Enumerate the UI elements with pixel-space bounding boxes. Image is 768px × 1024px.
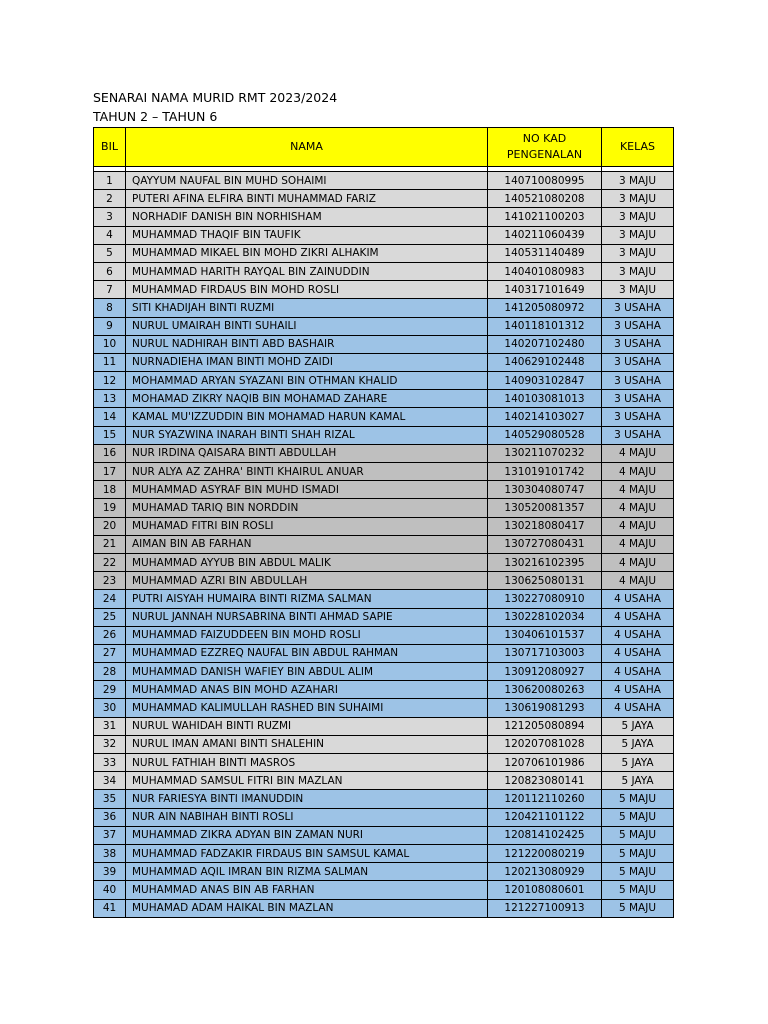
row-ic: 130727080431 (488, 535, 602, 553)
table-row (94, 699, 674, 717)
row-bil: 27 (94, 644, 126, 662)
row-bil: 16 (94, 444, 126, 462)
row-kelas: 3 MAJU (602, 172, 674, 190)
row-ic: 140521080208 (488, 190, 602, 208)
row-kelas: 5 JAYA (602, 754, 674, 772)
row-ic: 130717103003 (488, 644, 602, 662)
row-kelas: 5 JAYA (602, 772, 674, 790)
table-row (94, 390, 674, 408)
row-nama: SITI KHADIJAH BINTI RUZMI (126, 299, 488, 317)
row-ic: 140710080995 (488, 172, 602, 190)
table-header (94, 128, 674, 167)
row-kelas: 3 USAHA (602, 317, 674, 335)
table-row (94, 426, 674, 444)
row-ic: 130304080747 (488, 481, 602, 499)
row-ic: 130406101537 (488, 626, 602, 644)
row-nama: MUHAMMAD MIKAEL BIN MOHD ZIKRI ALHAKIM (126, 244, 488, 262)
row-kelas: 4 USAHA (602, 608, 674, 626)
header-ic-line2: PENGENALAN (506, 148, 583, 161)
row-bil: 41 (94, 899, 126, 917)
row-kelas: 4 MAJU (602, 481, 674, 499)
row-nama: NURUL FATHIAH BINTI MASROS (126, 754, 488, 772)
table-row (94, 626, 674, 644)
table-row (94, 553, 674, 571)
row-nama: MUHAMMAD ANAS BIN AB FARHAN (126, 881, 488, 899)
row-nama: KAMAL MU'IZZUDDIN BIN MOHAMAD HARUN KAMAL (126, 408, 488, 426)
row-bil: 38 (94, 844, 126, 862)
table-row (94, 863, 674, 881)
row-bil: 19 (94, 499, 126, 517)
table-row (94, 444, 674, 462)
row-nama: MUHAMMAD AYYUB BIN ABDUL MALIK (126, 553, 488, 571)
row-nama: NUR FARIESYA BINTI IMANUDDIN (126, 790, 488, 808)
row-kelas: 5 JAYA (602, 735, 674, 753)
row-kelas: 3 USAHA (602, 390, 674, 408)
row-nama: NURUL UMAIRAH BINTI SUHAILI (126, 317, 488, 335)
row-ic: 121220080219 (488, 844, 602, 862)
row-nama: NUR AIN NABIHAH BINTI ROSLI (126, 808, 488, 826)
row-kelas: 3 USAHA (602, 408, 674, 426)
row-bil: 13 (94, 390, 126, 408)
row-kelas: 3 MAJU (602, 190, 674, 208)
table-row (94, 408, 674, 426)
table-row (94, 881, 674, 899)
row-ic: 130625080131 (488, 572, 602, 590)
row-nama: NURUL WAHIDAH BINTI RUZMI (126, 717, 488, 735)
row-bil: 24 (94, 590, 126, 608)
row-ic: 140118101312 (488, 317, 602, 335)
row-kelas: 5 MAJU (602, 863, 674, 881)
row-ic: 130520081357 (488, 499, 602, 517)
table-row (94, 808, 674, 826)
row-ic: 140207102480 (488, 335, 602, 353)
header-bil: BIL (94, 128, 126, 167)
row-nama: NURUL JANNAH NURSABRINA BINTI AHMAD SAPIE (126, 608, 488, 626)
row-kelas: 4 MAJU (602, 444, 674, 462)
table-row (94, 208, 674, 226)
row-ic: 140629102448 (488, 353, 602, 371)
row-ic: 140317101649 (488, 281, 602, 299)
row-kelas: 4 MAJU (602, 463, 674, 481)
row-ic: 130216102395 (488, 553, 602, 571)
table-row (94, 644, 674, 662)
table-row (94, 226, 674, 244)
table-row (94, 590, 674, 608)
row-kelas: 3 MAJU (602, 281, 674, 299)
row-ic: 120421101122 (488, 808, 602, 826)
row-nama: QAYYUM NAUFAL BIN MUHD SOHAIMI (126, 172, 488, 190)
row-nama: MUHAMMAD THAQIF BIN TAUFIK (126, 226, 488, 244)
row-bil: 7 (94, 281, 126, 299)
row-nama: MUHAMMAD SAMSUL FITRI BIN MAZLAN (126, 772, 488, 790)
row-ic: 121205080894 (488, 717, 602, 735)
table-row (94, 190, 674, 208)
row-bil: 23 (94, 572, 126, 590)
row-ic: 140401080983 (488, 262, 602, 280)
table-row (94, 244, 674, 262)
row-nama: MUHAMMAD EZZREQ NAUFAL BIN ABDUL RAHMAN (126, 644, 488, 662)
row-kelas: 5 MAJU (602, 844, 674, 862)
row-nama: MUHAMMAD ASYRAF BIN MUHD ISMADI (126, 481, 488, 499)
row-nama: MUHAMMAD AZRI BIN ABDULLAH (126, 572, 488, 590)
row-kelas: 3 USAHA (602, 372, 674, 390)
row-nama: AIMAN BIN AB FARHAN (126, 535, 488, 553)
row-nama: MUHAMMAD KALIMULLAH RASHED BIN SUHAIMI (126, 699, 488, 717)
row-nama: MUHAMAD ADAM HAIKAL BIN MAZLAN (126, 899, 488, 917)
row-bil: 9 (94, 317, 126, 335)
row-kelas: 5 MAJU (602, 899, 674, 917)
header-ic (488, 128, 602, 167)
row-ic: 130227080910 (488, 590, 602, 608)
row-ic: 120213080929 (488, 863, 602, 881)
row-ic: 130211070232 (488, 444, 602, 462)
row-kelas: 5 MAJU (602, 826, 674, 844)
table-row (94, 372, 674, 390)
row-bil: 21 (94, 535, 126, 553)
table-row (94, 790, 674, 808)
row-ic: 140214103027 (488, 408, 602, 426)
row-kelas: 3 MAJU (602, 244, 674, 262)
table-row (94, 717, 674, 735)
table-row (94, 517, 674, 535)
row-nama: NURUL IMAN AMANI BINTI SHALEHIN (126, 735, 488, 753)
row-bil: 18 (94, 481, 126, 499)
row-bil: 29 (94, 681, 126, 699)
student-table (93, 127, 674, 918)
row-nama: MUHAMMAD ANAS BIN MOHD AZAHARI (126, 681, 488, 699)
table-row (94, 899, 674, 917)
row-ic: 120823080141 (488, 772, 602, 790)
row-nama: PUTERI AFINA ELFIRA BINTI MUHAMMAD FARIZ (126, 190, 488, 208)
row-kelas: 4 MAJU (602, 572, 674, 590)
table-row (94, 172, 674, 190)
row-bil: 36 (94, 808, 126, 826)
row-bil: 40 (94, 881, 126, 899)
table-row (94, 463, 674, 481)
row-bil: 14 (94, 408, 126, 426)
row-bil: 12 (94, 372, 126, 390)
row-bil: 28 (94, 663, 126, 681)
row-nama: MOHAMMAD ARYAN SYAZANI BIN OTHMAN KHALID (126, 372, 488, 390)
table-body (94, 167, 674, 918)
row-nama: MUHAMAD FITRI BIN ROSLI (126, 517, 488, 535)
row-bil: 2 (94, 190, 126, 208)
row-nama: NURUL NADHIRAH BINTI ABD BASHAIR (126, 335, 488, 353)
row-ic: 140903102847 (488, 372, 602, 390)
row-ic: 120108080601 (488, 881, 602, 899)
row-bil: 10 (94, 335, 126, 353)
row-bil: 31 (94, 717, 126, 735)
row-ic: 141021100203 (488, 208, 602, 226)
row-ic: 120814102425 (488, 826, 602, 844)
row-kelas: 4 USAHA (602, 590, 674, 608)
row-bil: 22 (94, 553, 126, 571)
row-nama: MOHAMAD ZIKRY NAQIB BIN MOHAMAD ZAHARE (126, 390, 488, 408)
row-kelas: 3 USAHA (602, 426, 674, 444)
row-ic: 120112110260 (488, 790, 602, 808)
row-ic: 140531140489 (488, 244, 602, 262)
row-kelas: 4 MAJU (602, 517, 674, 535)
row-bil: 34 (94, 772, 126, 790)
row-nama: NURNADIEHA IMAN BINTI MOHD ZAIDI (126, 353, 488, 371)
header-kelas: KELAS (602, 128, 674, 167)
table-row (94, 262, 674, 280)
row-ic: 141205080972 (488, 299, 602, 317)
row-bil: 6 (94, 262, 126, 280)
row-nama: NUR SYAZWINA INARAH BINTI SHAH RIZAL (126, 426, 488, 444)
row-kelas: 5 MAJU (602, 881, 674, 899)
row-bil: 17 (94, 463, 126, 481)
row-bil: 37 (94, 826, 126, 844)
table-row (94, 608, 674, 626)
row-bil: 30 (94, 699, 126, 717)
row-bil: 15 (94, 426, 126, 444)
row-ic: 131019101742 (488, 463, 602, 481)
row-ic: 130228102034 (488, 608, 602, 626)
header-nama: NAMA (126, 128, 488, 167)
row-nama: MUHAMMAD FIRDAUS BIN MOHD ROSLI (126, 281, 488, 299)
row-bil: 1 (94, 172, 126, 190)
table-row (94, 335, 674, 353)
row-kelas: 3 USAHA (602, 353, 674, 371)
row-kelas: 5 MAJU (602, 790, 674, 808)
table-row (94, 572, 674, 590)
row-nama: MUHAMMAD FADZAKIR FIRDAUS BIN SAMSUL KAMAL (126, 844, 488, 862)
row-bil: 39 (94, 863, 126, 881)
row-nama: MUHAMMAD AQIL IMRAN BIN RIZMA SALMAN (126, 863, 488, 881)
table-row (94, 754, 674, 772)
row-ic: 140103081013 (488, 390, 602, 408)
row-bil: 32 (94, 735, 126, 753)
row-bil: 35 (94, 790, 126, 808)
row-kelas: 4 MAJU (602, 553, 674, 571)
row-ic: 120706101986 (488, 754, 602, 772)
document-subtitle: TAHUN 2 – TAHUN 6 (93, 109, 218, 124)
header-row (94, 128, 674, 167)
row-bil: 4 (94, 226, 126, 244)
header-ic-line1: NO KAD (522, 132, 567, 145)
row-ic: 140211060439 (488, 226, 602, 244)
row-bil: 8 (94, 299, 126, 317)
document-title: SENARAI NAMA MURID RMT 2023/2024 (93, 90, 338, 105)
document-page (93, 88, 673, 918)
row-ic: 130218080417 (488, 517, 602, 535)
row-ic: 120207081028 (488, 735, 602, 753)
row-nama: NUR IRDINA QAISARA BINTI ABDULLAH (126, 444, 488, 462)
table-row (94, 844, 674, 862)
table-row (94, 281, 674, 299)
row-nama: MUHAMMAD FAIZUDDEEN BIN MOHD ROSLI (126, 626, 488, 644)
row-bil: 11 (94, 353, 126, 371)
table-row (94, 499, 674, 517)
table-row (94, 735, 674, 753)
row-bil: 20 (94, 517, 126, 535)
row-kelas: 4 USAHA (602, 644, 674, 662)
row-kelas: 4 USAHA (602, 681, 674, 699)
row-kelas: 4 USAHA (602, 626, 674, 644)
row-ic: 140529080528 (488, 426, 602, 444)
row-bil: 3 (94, 208, 126, 226)
table-row (94, 663, 674, 681)
row-ic: 130912080927 (488, 663, 602, 681)
row-kelas: 3 MAJU (602, 226, 674, 244)
row-ic: 121227100913 (488, 899, 602, 917)
row-ic: 130619081293 (488, 699, 602, 717)
row-kelas: 4 MAJU (602, 499, 674, 517)
row-kelas: 5 MAJU (602, 808, 674, 826)
row-nama: MUHAMMAD DANISH WAFIEY BIN ABDUL ALIM (126, 663, 488, 681)
table-row (94, 481, 674, 499)
row-kelas: 4 USAHA (602, 663, 674, 681)
table-row (94, 317, 674, 335)
row-kelas: 3 USAHA (602, 335, 674, 353)
row-bil: 5 (94, 244, 126, 262)
row-bil: 25 (94, 608, 126, 626)
row-nama: NUR ALYA AZ ZAHRA' BINTI KHAIRUL ANUAR (126, 463, 488, 481)
row-kelas: 3 USAHA (602, 299, 674, 317)
table-row (94, 299, 674, 317)
row-kelas: 3 MAJU (602, 208, 674, 226)
table-row (94, 772, 674, 790)
row-nama: MUHAMMAD ZIKRA ADYAN BIN ZAMAN NURI (126, 826, 488, 844)
row-nama: MUHAMMAD HARITH RAYQAL BIN ZAINUDDIN (126, 262, 488, 280)
row-kelas: 4 MAJU (602, 535, 674, 553)
row-nama: NORHADIF DANISH BIN NORHISHAM (126, 208, 488, 226)
table-row (94, 353, 674, 371)
row-nama: MUHAMAD TARIQ BIN NORDDIN (126, 499, 488, 517)
row-kelas: 3 MAJU (602, 262, 674, 280)
row-nama: PUTRI AISYAH HUMAIRA BINTI RIZMA SALMAN (126, 590, 488, 608)
table-row (94, 681, 674, 699)
row-bil: 26 (94, 626, 126, 644)
row-kelas: 4 USAHA (602, 699, 674, 717)
table-row (94, 535, 674, 553)
row-kelas: 5 JAYA (602, 717, 674, 735)
table-row (94, 826, 674, 844)
row-ic: 130620080263 (488, 681, 602, 699)
row-bil: 33 (94, 754, 126, 772)
